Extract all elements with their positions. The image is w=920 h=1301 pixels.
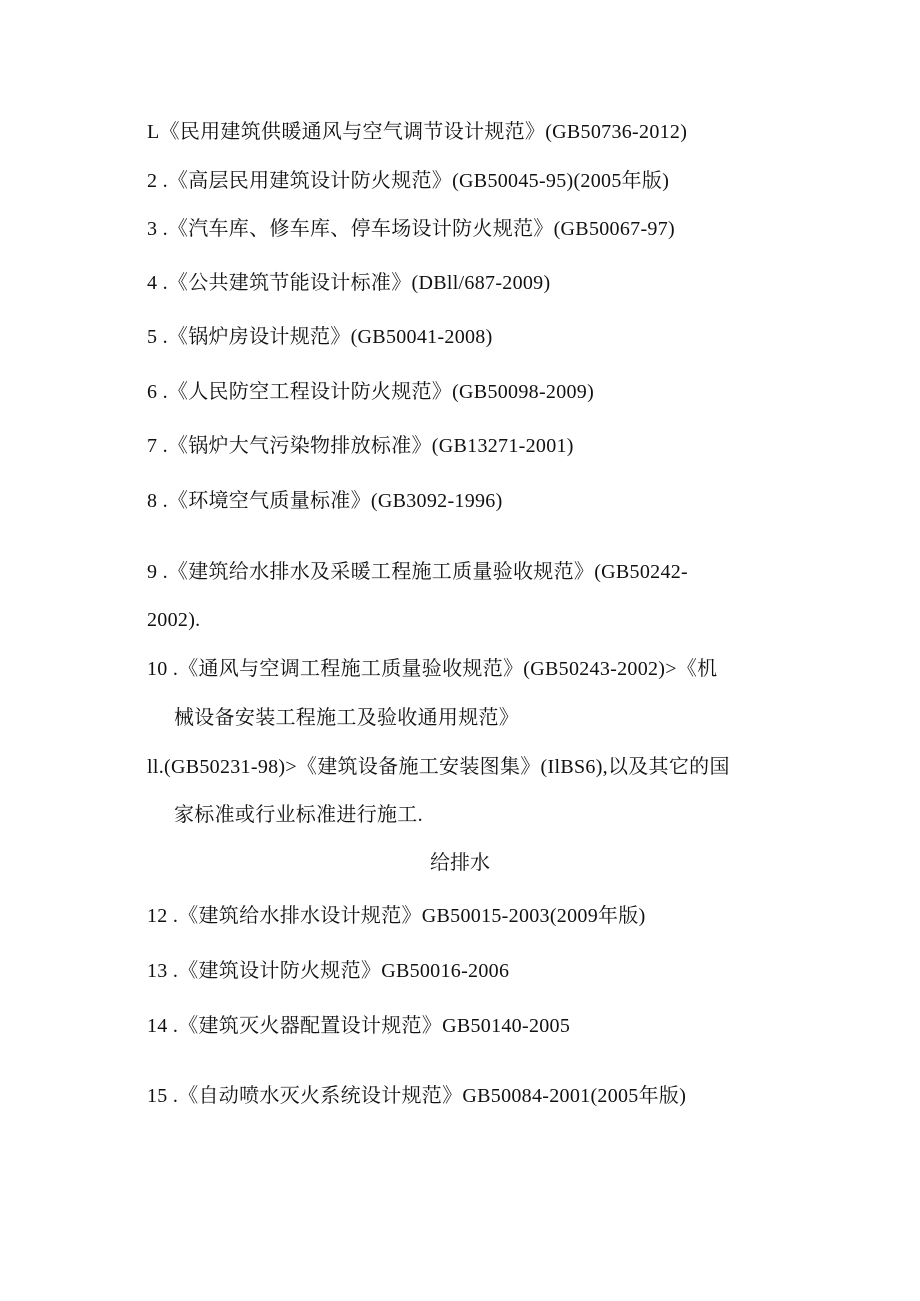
section-heading: 给排水 [430,852,490,874]
list-item: 6 .《人民防空工程设计防火规范》(GB50098-2009) [147,381,595,403]
list-item: ll.(GB50231-98)>《建筑设备施工安装图集》(IlBS6),以及其它的国 [147,756,730,778]
list-item: 14 .《建筑灭火器配置设计规范》GB50140-2005 [147,1015,571,1037]
list-item-continuation: 家标准或行业标准进行施工. [174,804,423,826]
list-item: 15 .《自动喷水灭火系统设计规范》GB50084-2001(2005年版) [147,1085,687,1107]
list-item: L《民用建筑供暖通风与空气调节设计规范》(GB50736-2012) [147,121,688,143]
list-item: 8 .《环境空气质量标准》(GB3092-1996) [147,490,503,512]
list-item: 12 .《建筑给水排水设计规范》GB50015-2003(2009年版) [147,905,646,927]
list-item-continuation: 械设备安装工程施工及验收通用规范》 [174,707,520,729]
list-item: 10 .《通风与空调工程施工质量验收规范》(GB50243-2002)>《机 [147,658,718,680]
list-item: 4 .《公共建筑节能设计标准》(DBll/687-2009) [147,272,551,294]
list-item-continuation: 2002). [147,609,201,631]
list-item: 3 .《汽车库、修车库、停车场设计防火规范》(GB50067-97) [147,218,675,240]
list-item: 13 .《建筑设计防火规范》GB50016-2006 [147,960,510,982]
list-item: 7 .《锅炉大气污染物排放标准》(GB13271-2001) [147,435,574,457]
list-item: 2 .《高层民用建筑设计防火规范》(GB50045-95)(2005年版) [147,170,670,192]
list-item: 9 .《建筑给水排水及采暖工程施工质量验收规范》(GB50242- [147,561,689,583]
list-item: 5 .《锅炉房设计规范》(GB50041-2008) [147,326,493,348]
